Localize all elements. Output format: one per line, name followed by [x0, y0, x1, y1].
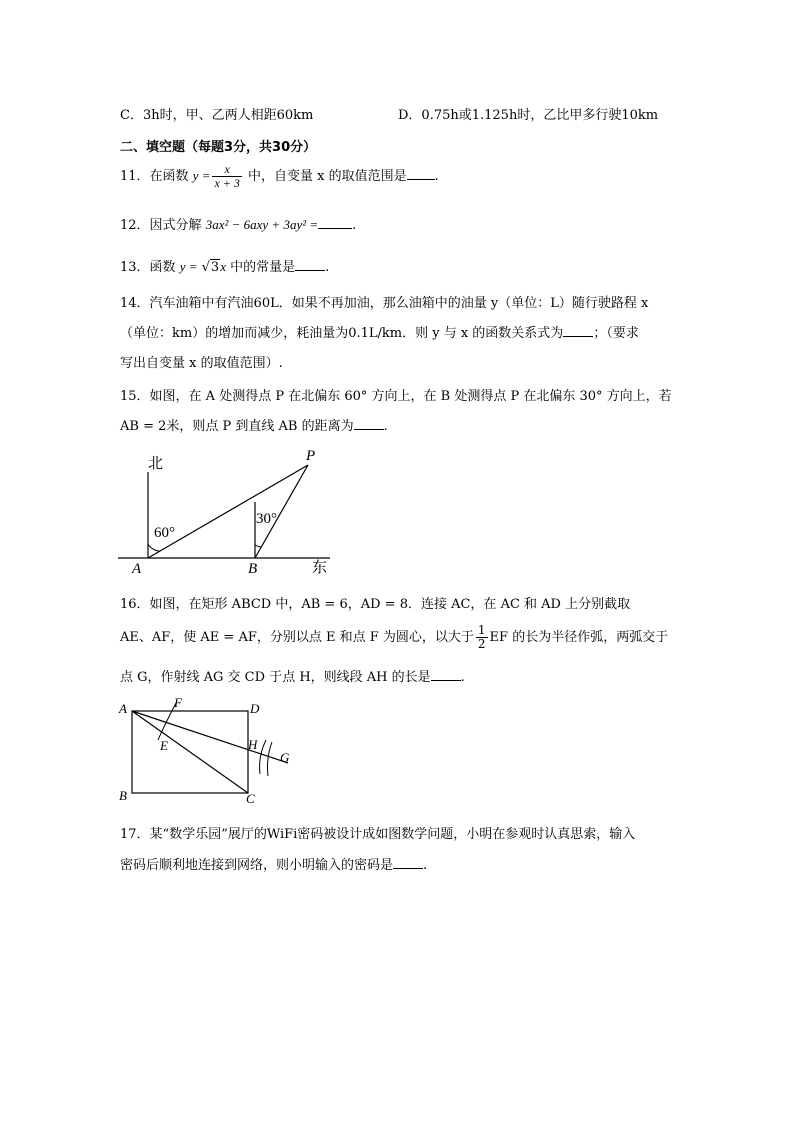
question-14-line-2: [120, 322, 639, 341]
answer-blank: [563, 335, 593, 337]
figure-15-diagram: [112, 444, 338, 580]
q16-text-b: EF 的长为半径作弧，两弧交于: [489, 630, 669, 645]
q13-lhs: y =: [179, 259, 198, 274]
question-15-line-1: 15．如图，在 A 处测得点 P 在北偏东 60° 方向上，在 B 处测得点 P 在北偏东 30° 方向上，若: [120, 389, 672, 404]
q12-end: .: [352, 218, 357, 233]
sqrt-sign: √: [201, 260, 210, 275]
label-north: 北: [148, 456, 164, 472]
q17-end: .: [423, 858, 428, 873]
arc-g-2: [268, 742, 273, 776]
label-e: E: [160, 738, 168, 753]
q11-numerator: x: [212, 163, 241, 177]
label-h: H: [248, 737, 258, 752]
answer-blank: [354, 428, 384, 430]
question-14-line-3: 写出自变量 x 的取值范围）.: [120, 356, 283, 371]
question-16-line-2: [120, 624, 668, 652]
q13-text: 中的常量是: [225, 260, 296, 275]
label-g: G: [280, 750, 290, 765]
q11-text: 中，自变量 x 的取值范围是: [243, 169, 407, 184]
q15-end: .: [383, 419, 388, 434]
answer-blank: [393, 867, 423, 869]
question-17-line-2: [120, 854, 427, 873]
question-11: [120, 163, 439, 190]
label-angle-60: 60°: [154, 525, 175, 541]
q11-fraction: [212, 163, 241, 190]
q13-radicand: 3: [210, 260, 220, 275]
q12-prefix: 12．因式分解: [120, 218, 206, 233]
question-13: [120, 256, 329, 275]
q11-prefix: 11．在函数: [120, 169, 193, 184]
half-numerator: 1: [477, 623, 486, 637]
question-14-line-1: 14．汽车油箱中有汽油60L．如果不再加油，那么油箱中的油量 y（单位：L）随行驶路程 x: [120, 296, 649, 311]
option-c: C．3h时，甲、乙两人相距60km: [120, 108, 314, 123]
half-denominator: 2: [477, 637, 486, 651]
segment-ap: [148, 465, 308, 558]
q13-end: .: [325, 260, 330, 275]
label-east: 东: [312, 560, 328, 576]
label-angle-30: 30°: [256, 511, 277, 527]
q11-lhs: y =: [192, 168, 211, 183]
q12-expression: 3ax² − 6axy + 3ay² =: [205, 217, 319, 232]
question-16-line-3: [120, 666, 465, 685]
q16-text: AE、AF，使 AE = AF，分别以点 E 和点 F 为圆心，以大于: [120, 630, 474, 645]
half-fraction: [476, 624, 488, 651]
q15-text: AB = 2米，则点 P 到直线 AB 的距离为: [120, 419, 354, 434]
label-b: B: [248, 561, 258, 577]
q13-prefix: 13．函数: [120, 260, 180, 275]
angle-arc-b: [255, 545, 261, 547]
question-12: [120, 214, 356, 233]
ray-ag: [132, 711, 288, 763]
arc-g-1: [260, 740, 266, 774]
figure-16-diagram: [114, 696, 300, 806]
option-d: D．0.75h或1.125h时，乙比甲多行驶10km: [398, 108, 659, 123]
question-17-line-1: 17．某“数学乐园”展厅的WiFi密码被设计成如图数学问题，小明在参观时认真思索，输入: [120, 827, 636, 842]
q16-text-c: 点 G，作射线 AG 交 CD 于点 H，则线段 AH 的长是: [120, 670, 431, 685]
answer-blank: [318, 227, 352, 229]
label-a: A: [119, 701, 127, 716]
answer-blank: [407, 178, 435, 180]
q11-denominator: x + 3: [214, 176, 240, 190]
label-c: C: [246, 791, 255, 806]
q11-end: .: [434, 169, 439, 184]
q13-var: x: [220, 259, 226, 274]
angle-arc-a: [148, 544, 160, 551]
answer-blank: [295, 269, 325, 271]
q16-end: .: [460, 670, 465, 685]
label-p: P: [306, 448, 316, 464]
q14-text: （单位：km）的增加而减少，耗油量为0.1L/km．则 y 与 x 的函数关系式为: [120, 326, 564, 341]
label-b: B: [119, 788, 127, 803]
question-15-line-2: [120, 415, 388, 434]
label-f: F: [174, 696, 182, 710]
question-16-line-1: 16．如图，在矩形 ABCD 中，AB = 6，AD = 8．连接 AC，在 AC 和 AD 上分别截取: [120, 597, 631, 612]
diagonal-ac: [132, 711, 248, 793]
q17-text: 密码后顺利地连接到网络，则小明输入的密码是: [120, 858, 394, 873]
q14-text-b: ；（要求: [593, 326, 639, 341]
section-heading: 二、填空题（每题3分，共30分）: [120, 140, 317, 155]
label-d: D: [250, 701, 260, 716]
answer-blank: [431, 679, 461, 681]
label-a: A: [132, 561, 142, 577]
